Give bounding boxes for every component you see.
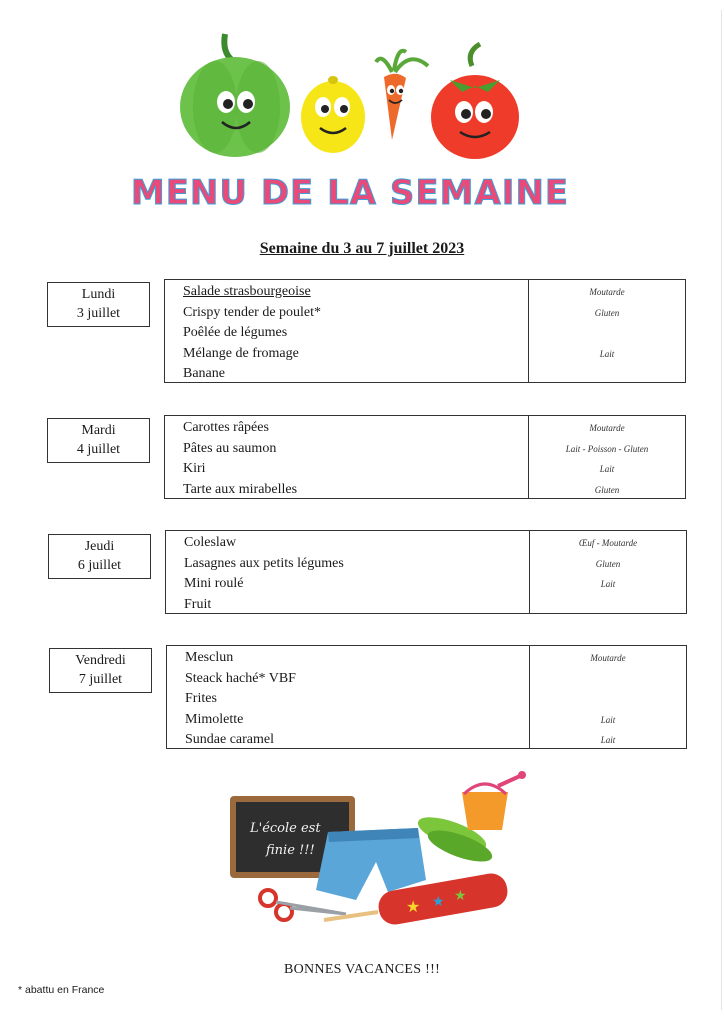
allergen-column — [529, 531, 686, 613]
day-date: 3 juillet — [76, 306, 121, 321]
svg-text:★: ★ — [432, 895, 445, 910]
menu-item: Banane — [183, 366, 225, 382]
allergen-label: Moutarde — [589, 423, 625, 433]
farewell-message: BONNES VACANCES !!! — [283, 962, 441, 977]
day-name: Jeudi — [84, 539, 115, 554]
menu-table-friday — [166, 645, 687, 749]
menu-item: Tarte aux mirabelles — [183, 481, 298, 497]
lemon-icon — [301, 76, 365, 153]
day-date: 7 juillet — [78, 672, 123, 687]
menu-item: Mini roulé — [184, 576, 244, 592]
allergen-label: Œuf - Moutarde — [578, 538, 638, 548]
chalkboard-line-2: finie !!! — [266, 843, 315, 858]
menu-table-monday — [164, 279, 686, 383]
menu-item: Mesclun — [185, 650, 234, 665]
allergen-label — [530, 669, 686, 690]
menu-item: Salade strasbourgeoise — [183, 284, 311, 299]
day-box-thursday — [48, 534, 151, 579]
svg-text:★: ★ — [454, 889, 467, 904]
menu-banner-text: MENU DE LA SEMAINE — [130, 173, 570, 213]
page-edge — [721, 10, 722, 1010]
sand-bucket-icon — [462, 771, 526, 830]
tomato-icon — [431, 44, 519, 159]
day-date: 4 juillet — [76, 442, 121, 457]
allergen-label: Gluten — [594, 307, 620, 318]
allergen-label: Lait — [599, 464, 615, 475]
day-name: Lundi — [81, 287, 116, 302]
menu-item: Steack haché* VBF — [185, 670, 296, 686]
svg-text:★: ★ — [406, 899, 421, 916]
allergen-label: Gluten — [595, 558, 621, 569]
scissors-icon — [260, 890, 378, 920]
allergen-column — [528, 280, 685, 382]
menu-items — [165, 416, 528, 498]
allergen-label: Lait — [600, 579, 616, 590]
allergen-label — [529, 323, 685, 344]
allergen-label: Lait — [600, 735, 616, 746]
header-vegetables-illustration — [130, 22, 570, 222]
allergen-label — [529, 364, 685, 385]
day-box-friday — [49, 648, 152, 693]
menu-items — [166, 531, 529, 613]
allergen-column — [528, 416, 685, 498]
day-box-tuesday — [47, 418, 150, 463]
allergen-label: Moutarde — [589, 287, 625, 297]
menu-item: Lasagnes aux petits légumes — [184, 555, 344, 571]
menu-item: Mélange de fromage — [183, 345, 299, 361]
allergen-column — [529, 646, 686, 748]
menu-item: Poêlée de légumes — [183, 325, 288, 341]
menu-item: Fruit — [184, 596, 212, 612]
menu-item: Frites — [185, 691, 217, 707]
day-name: Mardi — [81, 423, 116, 438]
menu-item: Sundae caramel — [185, 732, 275, 748]
footnote: * abattu en France — [18, 984, 105, 996]
menu-table-tuesday — [164, 415, 686, 499]
menu-item: Pâtes au saumon — [183, 440, 277, 456]
allergen-label: Lait — [600, 714, 616, 725]
menu-item: Coleslaw — [184, 535, 237, 550]
chalkboard-line-1: L'école est — [250, 821, 321, 836]
school-out-illustration — [228, 772, 528, 932]
day-name: Vendredi — [75, 653, 126, 668]
week-title: Semaine du 3 au 7 juillet 2023 — [259, 240, 465, 257]
allergen-label: Moutarde — [590, 653, 626, 663]
menu-item: Carottes râpées — [183, 420, 269, 435]
allergen-label — [530, 689, 686, 710]
menu-item: Crispy tender de poulet* — [183, 304, 322, 320]
day-date: 6 juillet — [77, 558, 122, 573]
menu-table-thursday — [165, 530, 687, 614]
carrot-icon — [376, 51, 428, 140]
allergen-label: Lait — [599, 348, 615, 359]
menu-item: Kiri — [183, 461, 206, 477]
allergen-label: Lait - Poisson - Gluten — [565, 443, 649, 454]
menu-items — [167, 646, 529, 748]
day-box-monday — [47, 282, 150, 327]
allergen-label: Gluten — [594, 484, 620, 495]
menu-item: Mimolette — [185, 711, 244, 727]
allergen-label — [530, 595, 686, 616]
menu-items — [165, 280, 528, 382]
green-pepper-icon — [180, 34, 290, 157]
